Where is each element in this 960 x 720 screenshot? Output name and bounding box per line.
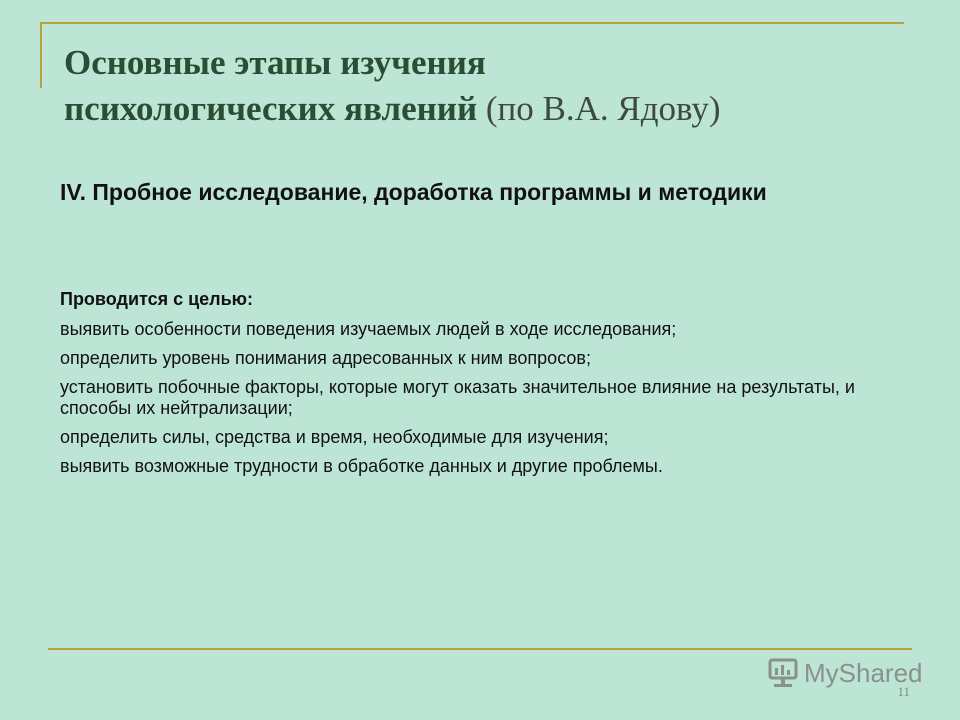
list-item: выявить особенности поведения изучаемых людей в ходе исследования; bbox=[60, 319, 677, 339]
presentation-board-icon bbox=[766, 657, 800, 689]
left-rule bbox=[40, 22, 42, 88]
list-item: установить побочные факторы, которые могут оказать значительное влияние на результаты, и способы их нейтрализации; bbox=[60, 377, 855, 418]
title-line-2 bbox=[64, 86, 924, 132]
list-item: определить уровень понимания адресованных к ним вопросов; bbox=[60, 348, 591, 368]
top-rule bbox=[40, 22, 904, 24]
title-line-2-author: (по В.А. Ядову) bbox=[485, 89, 721, 128]
list-item: выявить возможные трудности в обработке данных и другие проблемы. bbox=[60, 456, 663, 476]
list-item: определить силы, средства и время, необходимые для изучения; bbox=[60, 427, 609, 447]
bottom-rule bbox=[48, 648, 912, 650]
title-line-1: Основные этапы изучения bbox=[64, 43, 486, 82]
goals-list bbox=[60, 319, 890, 485]
logo-text: MyShared bbox=[804, 657, 923, 688]
slide-title bbox=[64, 40, 924, 132]
section-heading: IV. Пробное исследование, доработка программы и методики bbox=[60, 179, 767, 205]
title-line-2-bold: психологических явлений bbox=[64, 89, 478, 128]
purpose-label: Проводится с целью: bbox=[60, 289, 254, 309]
page-number: 11 bbox=[897, 684, 910, 699]
